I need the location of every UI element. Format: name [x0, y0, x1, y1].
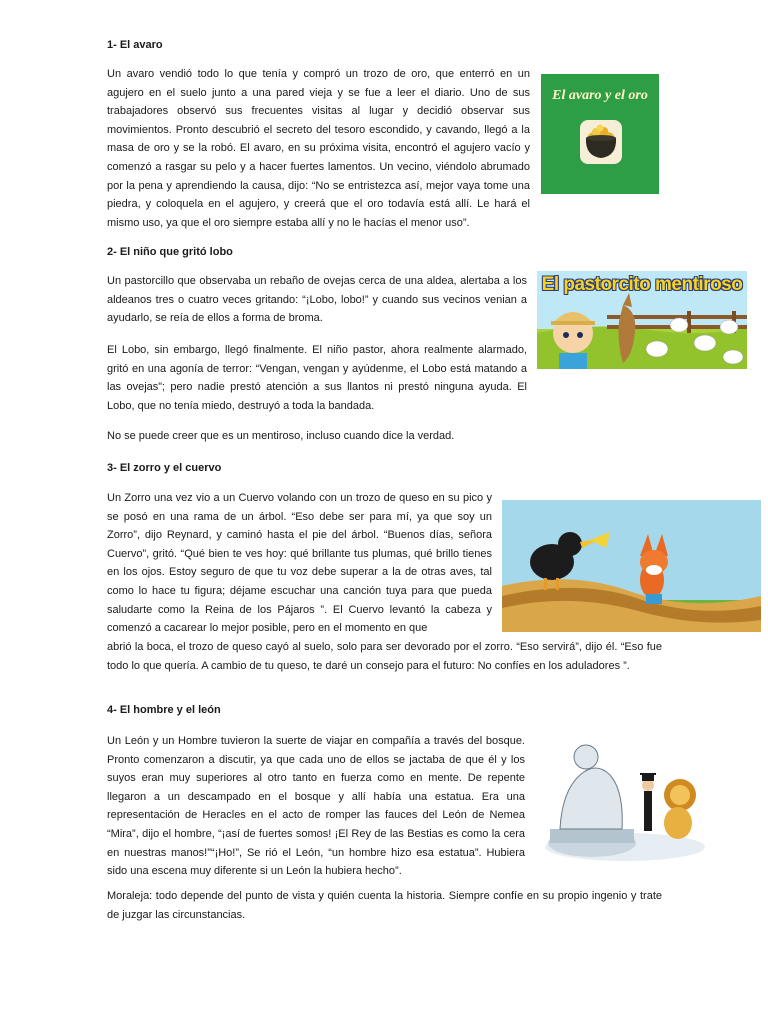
avaro-image-title: El avaro y el oro [552, 88, 648, 103]
fox-crow-scene-icon [502, 500, 761, 632]
story-2-paragraph-2: El Lobo, sin embargo, llegó finalmente. El niño pastor, ahora realmente alarmado, gritó en una agonía de terror: “Vengan, vengan y ayúdenme, el Lobo está matando a las ovejas”; pero nadie prestó atención a sus llantos ni prestó ninguna ayuda. El Lobo, que no tenía miedo, destruyó a toda la bandada. [107, 344, 527, 412]
story-2-paragraph-1: Un pastorcillo que observaba un rebaño de ovejas cerca de una aldea, alertaba a los aldeanos tres o cuatro veces gritando: “¡Lobo, lobo!” y cuando sus vecinos venian a ayudarlo, se reía de ellos a forma de broma. [107, 275, 527, 325]
story-1-heading: 1- El avaro [107, 39, 163, 51]
avaro-illustration [541, 74, 659, 194]
story-3-heading: 3- El zorro y el cuervo [107, 462, 222, 474]
gold-pot-icon [541, 74, 659, 194]
story-4-heading: 4- El hombre y el león [107, 704, 221, 716]
pastorcito-image-title: El pastorcito mentiroso [541, 274, 743, 295]
story-2-paragraph-3: No se puede creer que es un mentiroso, incluso cuando dice la verdad. [107, 430, 455, 442]
story-4-paragraph-1: Un León y un Hombre tuvieron la suerte de viajar en compañía a través del bosque. Pronto comenzaron a discutir, ya que cada uno de ellos se jactaba de que él y los suyos eran muy superiores al otro tanto en fuerza como en mente. De repente llegaron a un descampado en el bosque y allí había una estatua. Era una representación de Heracles en el acto de romper las fauces del León de Nemea “Mira”, dijo el hombre, “¡así de fuertes somos! ¡El Rey de las Bestias es como la cera en nuestras manos!”“¡Ho!”, Se rió el León, “un hombre hizo esa estatua”. Hubiera sido una escena muy diferente si un León la hubiera hecho”. [107, 735, 525, 878]
zorro-cuervo-illustration [502, 500, 761, 632]
pastorcito-illustration [537, 271, 747, 369]
story-4-moral: Moraleja: todo depende del punto de vista y quién cuenta la historia. Siempre confíe en su propio ingenio y trate de juzgar las circunstancias. [107, 890, 662, 921]
statue-scene-icon [540, 735, 710, 867]
story-2-heading: 2- El niño que gritó lobo [107, 246, 233, 258]
hombre-leon-illustration [540, 735, 710, 867]
story-3-paragraph-1-part-b: abrió la boca, el trozo de queso cayó al suelo, solo para ser devorado por el zorro. “Eso servirá”, dijo él. “Eso fue todo lo que quería. A cambio de tu queso, te daré un consejo para el futuro: No confíes en los aduladores ”. [107, 641, 662, 672]
story-3-paragraph-1-part-a: Un Zorro una vez vio a un Cuervo volando con un trozo de queso en su pico y se posó en una rama de un árbol. “Eso debe ser para mí, ya que soy un Zorro”, dijo Reynard, y caminó hasta el pie del árbol. “Buenos días, señora Cuervo”, gritó. “Qué bien te ves hoy: qué brillante tus plumas, qué brillo tienes en los ojos. Estoy seguro de que tu voz debe superar a la de otras aves, tal como lo hace tu figura; déjame escuchar una canción tuya para que pueda saludarte como la Reina de los Pájaros ”. El Cuervo levantó la cabeza y comenzó a cacarear lo mejor posible, pero en el momento en que [107, 492, 492, 635]
story-1-paragraph-1: Un avaro vendió todo lo que tenía y compró un trozo de oro, que enterró en un agujero en el suelo junto a una pared vieja y se fue a leer el diario. Uno de sus trabajadores observó sus frecuentes visitas al lugar y decidió observar sus movimientos. Pronto descubrió el secreto del tesoro escondido, y cavando, llegó a la masa de oro y se la robó. El avaro, en su próxima visita, encontró el agujero vacío y comenzó a rasgar su pelo y a hacer fuertes lamentos. Un vecino, viéndolo abrumado por la pena y aprendiendo la causa, dijo: “No se entristezca así, mejor vaya tome una piedra, y coloquela en el agujero, y creerá que el oro todavía está allí. Le hará el mismo uso, ya que el oro siempre estaba allí y no le hacías el menor uso”. [107, 68, 530, 229]
